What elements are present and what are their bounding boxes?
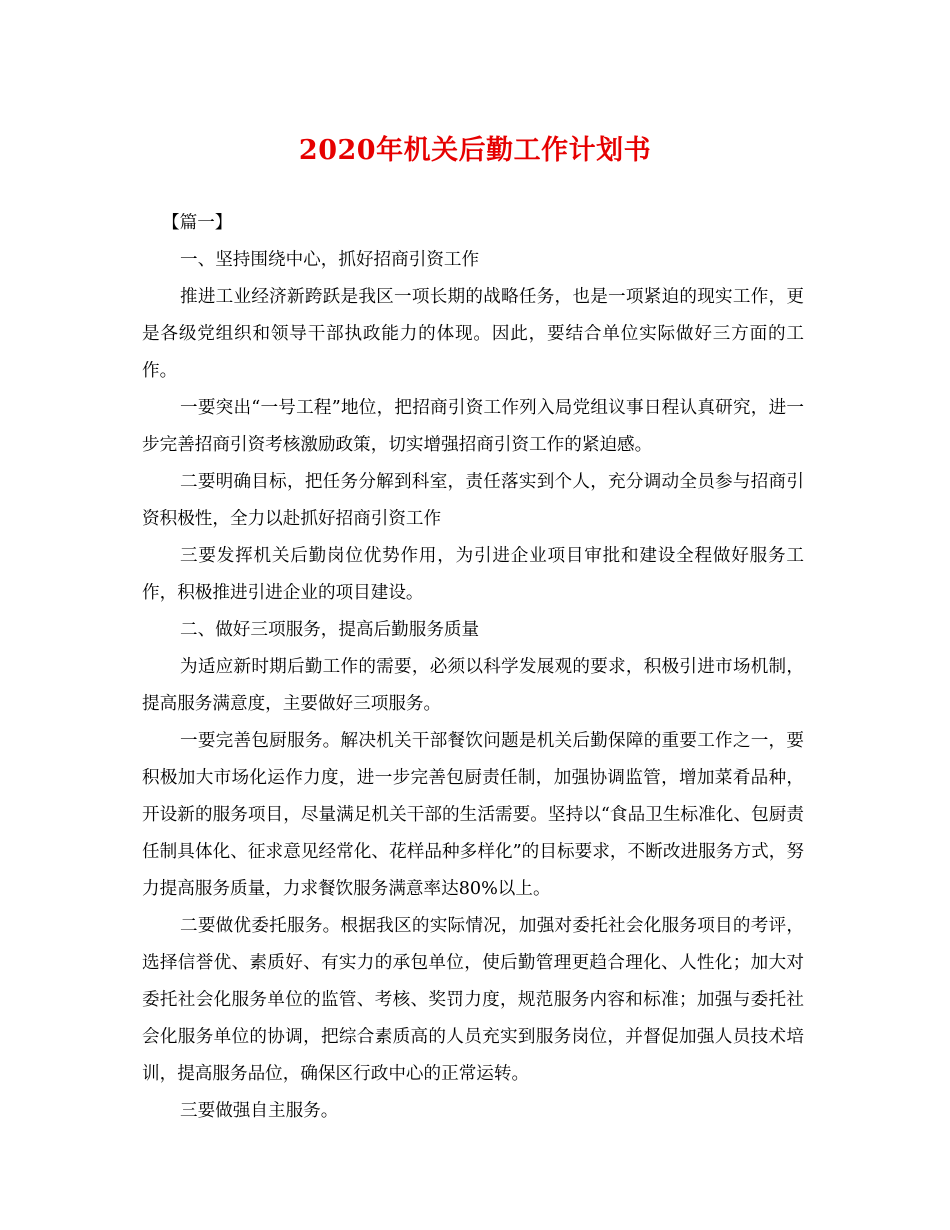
paragraph: 一要完善包厨服务。解决机关干部餐饮问题是机关后勤保障的重要工作之一，要积极加大市场化运作力度，进一步完善包厨责任制，加强协调监管，增加菜肴品种，开设新的服务项目，尽量满足机关干部的生活需要。坚持以“食品卫生标准化、包厨责任制具体化、征求意见经常化、花样品种多样化”的目标要求，不断改进服务方式，努力提高服务质量，力求餐饮服务满意率达80%以上。 xyxy=(142,731,804,899)
section-heading-2: 二、做好三项服务，提高后勤服务质量 xyxy=(180,620,480,640)
paragraph: 推进工业经济新跨跃是我区一项长期的战略任务，也是一项紧迫的现实工作，更是各级党组织和领导干部执政能力的体现。因此，要结合单位实际做好三方面的工作。 xyxy=(142,287,804,381)
paragraph: 三要发挥机关后勤岗位优势作用，为引进企业项目审批和建设全程做好服务工作，积极推进引进企业的项目建设。 xyxy=(142,546,804,603)
document-title: 2020年机关后勤工作计划书 xyxy=(298,135,652,166)
section-heading-1: 一、坚持围绕中心，抓好招商引资工作 xyxy=(180,250,480,270)
section-marker: 【篇一】 xyxy=(162,213,233,233)
document-body xyxy=(142,205,804,1130)
paragraph: 二要明确目标，把任务分解到科室，责任落实到个人，充分调动全员参与招商引资积极性，全力以赴抓好招商引资工作 xyxy=(142,472,804,529)
paragraph: 三要做强自主服务。 xyxy=(180,1101,339,1121)
paragraph: 二要做优委托服务。根据我区的实际情况，加强对委托社会化服务项目的考评，选择信誉优、素质好、有实力的承包单位，使后勤管理更趋合理化、人性化；加大对委托社会化服务单位的监管、考核、奖罚力度，规范服务内容和标准；加强与委托社会化服务单位的协调，把综合素质高的人员充实到服务岗位，并督促加强人员技术培训，提高服务品位，确保区行政中心的正常运转。 xyxy=(142,916,804,1084)
paragraph: 为适应新时期后勤工作的需要，必须以科学发展观的要求，积极引进市场机制，提高服务满意度，主要做好三项服务。 xyxy=(142,657,804,714)
paragraph: 一要突出“一号工程”地位，把招商引资工作列入局党组议事日程认真研究，进一步完善招商引资考核激励政策，切实增强招商引资工作的紧迫感。 xyxy=(142,398,804,455)
